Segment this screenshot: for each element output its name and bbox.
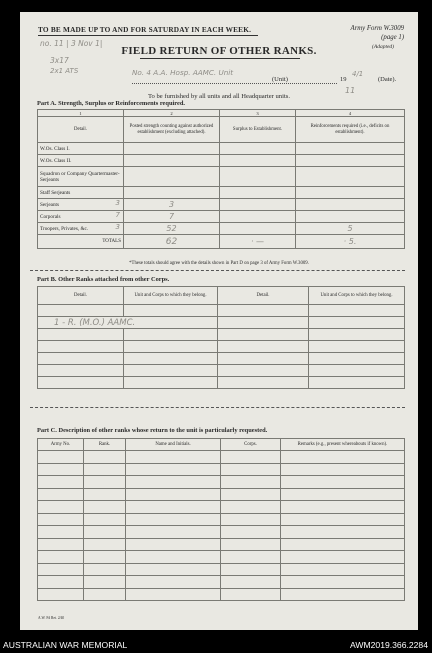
table-cell <box>126 513 221 526</box>
col-number-row <box>38 110 405 117</box>
handwritten-note-1: no. 11 | 3 Nov 1| <box>40 39 103 48</box>
section-separator <box>30 407 405 408</box>
row-reinf <box>296 167 405 187</box>
row-surplus <box>220 143 296 155</box>
table-cell <box>84 576 126 589</box>
col-number: 2 <box>124 110 220 117</box>
row-posted <box>124 167 220 187</box>
top-rule <box>38 35 258 36</box>
table-row <box>38 488 405 501</box>
part-c-col-corps: Corps. <box>221 439 281 451</box>
table-cell <box>84 513 126 526</box>
col-header-reinf: Reinforcements required (i.e., deficits on establishment). <box>296 117 405 143</box>
part-b-title: Part B. Other Ranks attached from other Corps. <box>37 276 170 283</box>
table-row <box>38 353 405 365</box>
table-cell <box>221 576 281 589</box>
table-cell <box>221 526 281 539</box>
table-cell <box>281 476 405 489</box>
row-posted <box>124 155 220 167</box>
totals-note: *These totals should agree with the details shown in Part D on page 3 of Army Form W.3009. <box>129 261 309 266</box>
table-cell <box>38 538 84 551</box>
form-print-code: A.W. Fd Ret. 2/40 <box>38 616 65 620</box>
part-c-header-row <box>38 439 405 451</box>
totals-row <box>38 235 405 249</box>
table-cell <box>126 463 221 476</box>
table-cell <box>38 588 84 601</box>
table-cell <box>38 563 84 576</box>
title-rule <box>140 58 300 59</box>
table-cell <box>38 451 84 464</box>
table-cell <box>309 353 405 365</box>
row-surplus <box>220 167 296 187</box>
row-reinf <box>296 199 405 211</box>
totals-posted: 62 <box>124 235 220 249</box>
table-cell <box>84 501 126 514</box>
furnish-note: To be furnished by all units and all Headquarter units. <box>147 93 290 100</box>
margin-tally-mark: 7 <box>115 211 120 219</box>
form-number <box>350 25 404 42</box>
table-cell <box>281 563 405 576</box>
part-c-col-rank: Rank. <box>84 439 126 451</box>
row-detail: Serjeants 3 <box>38 199 124 211</box>
unit-line <box>132 83 337 84</box>
form-title: FIELD RETURN OF OTHER RANKS. <box>121 45 317 57</box>
table-cell <box>126 576 221 589</box>
table-row <box>38 551 405 564</box>
table-cell <box>84 588 126 601</box>
row-reinf: 5 <box>296 223 405 235</box>
table-cell <box>84 538 126 551</box>
part-b-header-row <box>38 287 405 305</box>
table-cell <box>38 551 84 564</box>
row-reinf <box>296 187 405 199</box>
table-cell <box>221 488 281 501</box>
strength-row <box>38 143 405 155</box>
row-surplus <box>220 199 296 211</box>
handwritten-unit: No. 4 A.A. Hosp. AAMC. Unit <box>132 68 234 77</box>
form-number-text: Army Form W.3009 <box>350 25 404 32</box>
table-cell <box>221 538 281 551</box>
part-b-col-unit-2: Unit and Corps to which they belong. <box>309 287 405 305</box>
table-cell <box>281 576 405 589</box>
table-cell <box>124 353 218 365</box>
table-cell <box>126 551 221 564</box>
col-header-surplus: Surplus to Establishment. <box>220 117 296 143</box>
table-cell <box>84 551 126 564</box>
part-b-col-detail-2: Detail. <box>218 287 309 305</box>
table-cell <box>221 451 281 464</box>
handwritten-date: 4/1 <box>352 70 364 78</box>
row-surplus <box>220 211 296 223</box>
unit-label: (Unit) <box>272 76 288 83</box>
section-separator <box>30 270 405 271</box>
row-detail: Troopers, Privates, &c. 3 <box>38 223 124 235</box>
form-sheet <box>20 12 418 630</box>
table-cell <box>38 488 84 501</box>
table-cell <box>38 463 84 476</box>
totals-surplus: · — <box>220 235 296 249</box>
table-cell <box>218 317 309 329</box>
row-detail: W.Os. Class II. <box>38 155 124 167</box>
table-row <box>38 341 405 353</box>
row-reinf <box>296 211 405 223</box>
table-cell <box>84 463 126 476</box>
table-cell <box>38 476 84 489</box>
table-cell <box>126 501 221 514</box>
table-cell <box>309 305 405 317</box>
table-cell <box>126 476 221 489</box>
table-row <box>38 576 405 589</box>
table-cell <box>218 329 309 341</box>
table-row <box>38 563 405 576</box>
table-cell <box>281 538 405 551</box>
strength-row <box>38 223 405 235</box>
table-row <box>38 501 405 514</box>
table-cell <box>38 576 84 589</box>
table-cell <box>124 341 218 353</box>
table-row <box>38 588 405 601</box>
row-reinf <box>296 155 405 167</box>
table-cell <box>38 501 84 514</box>
table-row <box>38 377 405 389</box>
table-cell <box>124 365 218 377</box>
part-a-table <box>37 109 405 249</box>
caption-left: AUSTRALIAN WAR MEMORIAL <box>3 640 128 650</box>
table-cell <box>281 463 405 476</box>
part-c-col-name: Name and Initials. <box>126 439 221 451</box>
part-b-col-detail: Detail. <box>38 287 124 305</box>
row-detail: W.Os. Class I. <box>38 143 124 155</box>
part-b-col-unit: Unit and Corps to which they belong. <box>124 287 218 305</box>
row-surplus <box>220 223 296 235</box>
row-posted <box>124 187 220 199</box>
table-cell <box>126 488 221 501</box>
row-detail: Staff Serjeants <box>38 187 124 199</box>
table-cell <box>84 526 126 539</box>
col-number: 1 <box>38 110 124 117</box>
handwritten-attached-entry: 1 - R. (M.O.) AAMC. <box>38 317 218 329</box>
table-cell <box>218 305 309 317</box>
row-detail: Corporals 7 <box>38 211 124 223</box>
margin-tally-mark: 3 <box>115 223 120 231</box>
table-row <box>38 526 405 539</box>
header-row <box>38 117 405 143</box>
table-cell <box>38 353 124 365</box>
table-cell <box>281 551 405 564</box>
table-cell <box>38 341 124 353</box>
table-cell <box>309 317 405 329</box>
table-cell <box>281 513 405 526</box>
table-cell <box>38 365 124 377</box>
col-number: 3 <box>220 110 296 117</box>
strength-row <box>38 155 405 167</box>
year-prefix: 19 <box>340 76 347 83</box>
table-cell <box>126 588 221 601</box>
table-cell <box>38 377 124 389</box>
margin-tally-mark: 3 <box>115 199 120 207</box>
table-row <box>38 513 405 526</box>
part-b-table <box>37 286 405 389</box>
totals-label: TOTALS <box>38 235 124 249</box>
table-row <box>38 476 405 489</box>
table-cell <box>281 526 405 539</box>
form-page-text: (page 1) <box>381 33 404 41</box>
table-row <box>38 329 405 341</box>
handwritten-mark: 11 <box>345 86 356 95</box>
table-cell <box>221 513 281 526</box>
table-cell <box>124 329 218 341</box>
table-cell <box>221 476 281 489</box>
table-cell <box>309 341 405 353</box>
table-cell <box>309 365 405 377</box>
table-cell <box>126 538 221 551</box>
strength-row <box>38 167 405 187</box>
table-cell <box>221 588 281 601</box>
table-cell <box>84 488 126 501</box>
table-cell <box>309 329 405 341</box>
date-label: (Date). <box>378 76 397 83</box>
table-cell <box>221 551 281 564</box>
table-cell <box>221 463 281 476</box>
table-cell <box>221 563 281 576</box>
row-posted: 52 <box>124 223 220 235</box>
table-cell <box>84 563 126 576</box>
table-row <box>38 538 405 551</box>
table-cell <box>281 488 405 501</box>
table-cell <box>126 563 221 576</box>
handwritten-note-2: 3x17 <box>50 56 69 65</box>
table-cell <box>38 513 84 526</box>
col-number: 4 <box>296 110 405 117</box>
table-cell <box>281 451 405 464</box>
handwritten-note-3: 2x1 ATS <box>50 67 79 75</box>
col-header-posted: Posted strength counting against authorized establishment (excluding attached). <box>124 117 220 143</box>
caption-right: AWM2019.366.2284 <box>349 640 428 650</box>
row-reinf <box>296 143 405 155</box>
part-a-title: Part A. Strength, Surplus or Reinforcements required. <box>37 100 185 107</box>
table-cell <box>218 341 309 353</box>
table-cell <box>124 377 218 389</box>
strength-row <box>38 199 405 211</box>
table-row <box>38 463 405 476</box>
strength-row <box>38 187 405 199</box>
table-cell <box>38 305 124 317</box>
table-row <box>38 305 405 317</box>
row-detail: Squadron or Company Quartermaster-Serjeants <box>38 167 124 187</box>
table-cell <box>281 501 405 514</box>
col-header-detail: Detail. <box>38 117 124 143</box>
table-cell <box>38 329 124 341</box>
table-cell <box>221 501 281 514</box>
part-c-title: Part C. Description of other ranks whose return to the unit is particularly requested. <box>37 427 268 434</box>
part-c-col-remarks: Remarks (e.g., present whereabouts if known). <box>281 439 405 451</box>
top-instruction: TO BE MADE UP TO AND FOR SATURDAY IN EACH WEEK. <box>38 25 252 34</box>
table-cell <box>84 451 126 464</box>
table-cell <box>124 305 218 317</box>
table-cell <box>126 451 221 464</box>
row-posted: 3 <box>124 199 220 211</box>
part-c-col-army-no: Army No. <box>38 439 84 451</box>
form-adapted: (Adapted) <box>372 44 394 50</box>
row-surplus <box>220 155 296 167</box>
table-cell <box>309 377 405 389</box>
table-cell <box>218 377 309 389</box>
table-cell <box>38 526 84 539</box>
totals-reinf: · 5. <box>296 235 405 249</box>
table-cell <box>218 353 309 365</box>
row-posted <box>124 143 220 155</box>
table-cell <box>218 365 309 377</box>
table-cell <box>281 588 405 601</box>
part-c-table <box>37 438 405 601</box>
table-cell <box>126 526 221 539</box>
table-cell <box>84 476 126 489</box>
table-row <box>38 365 405 377</box>
row-surplus <box>220 187 296 199</box>
strength-row <box>38 211 405 223</box>
table-row <box>38 451 405 464</box>
table-row <box>38 317 405 329</box>
row-posted: 7 <box>124 211 220 223</box>
